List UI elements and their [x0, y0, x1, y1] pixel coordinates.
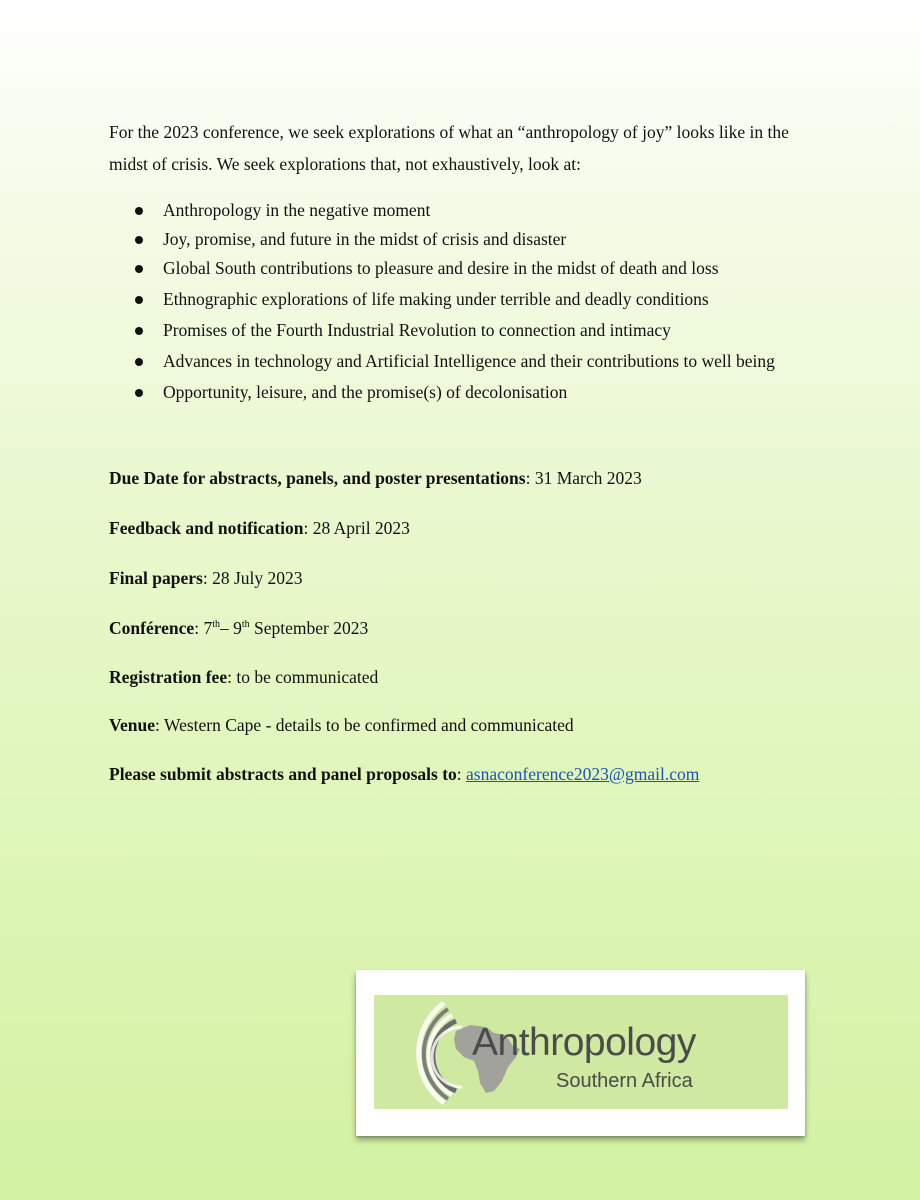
submit-separator: : [456, 764, 467, 784]
conference-line [109, 617, 368, 639]
conference-end-day: – 9 [219, 618, 242, 638]
bullet-icon [135, 207, 143, 215]
feedback-line [109, 517, 410, 539]
venue-label: Venue [109, 715, 156, 735]
bullet-icon [135, 358, 143, 366]
list-item: Promises of the Fourth Industrial Revolution to connection and intimacy [109, 316, 849, 347]
conference-start-suffix: th [212, 619, 220, 631]
registration-label: Registration fee [109, 667, 228, 687]
conference-label: Conférence [109, 618, 195, 638]
bullet-icon [135, 327, 143, 335]
logo-frame [356, 970, 805, 1136]
due-date-line [109, 467, 642, 489]
intro-paragraph: For the 2023 conference, we seek explorations of what an “anthropology of joy” looks like in the midst of crisis. We seek explorations that, not exhaustively, look at: [109, 122, 789, 174]
submit-label: Please submit abstracts and panel proposals to [109, 764, 457, 784]
registration-line [109, 666, 378, 688]
final-papers-label: Final papers [109, 568, 203, 588]
feedback-label: Feedback and notification [109, 518, 304, 538]
logo-title: Anthropology [472, 1021, 696, 1064]
submit-line [109, 763, 699, 785]
list-item: Opportunity, leisure, and the promise(s) of decolonisation [109, 378, 849, 409]
email-link[interactable]: asnaconference2023@gmail.com [466, 764, 700, 784]
conference-month-year: September 2023 [249, 618, 369, 638]
feedback-value: : 28 April 2023 [303, 518, 410, 538]
topic-list [109, 196, 849, 409]
list-item: Global South contributions to pleasure and desire in the midst of death and loss [109, 254, 849, 285]
list-item: Anthropology in the negative moment [109, 196, 849, 225]
final-papers-line [109, 567, 303, 589]
logo-subtitle: Southern Africa [556, 1070, 693, 1092]
list-item: Joy, promise, and future in the midst of crisis and disaster [109, 225, 849, 254]
list-item: Advances in technology and Artificial Intelligence and their contributions to well being [109, 347, 849, 378]
due-date-label: Due Date for abstracts, panels, and poster presentations [109, 468, 526, 488]
final-papers-value: : 28 July 2023 [202, 568, 303, 588]
venue-line [109, 714, 574, 736]
bullet-icon [135, 236, 143, 244]
due-date-value: : 31 March 2023 [525, 468, 642, 488]
list-item: Ethnographic explorations of life making under terrible and deadly conditions [109, 285, 849, 316]
conference-end-suffix: th [241, 619, 250, 631]
bullet-icon [135, 265, 143, 273]
bullet-icon [135, 296, 143, 304]
bullet-icon [135, 389, 143, 397]
registration-value: : to be communicated [227, 667, 379, 687]
conference-start-day: : 7 [194, 618, 213, 638]
logo [374, 995, 788, 1109]
venue-value: : Western Cape - details to be confirmed and communicated [155, 715, 574, 735]
